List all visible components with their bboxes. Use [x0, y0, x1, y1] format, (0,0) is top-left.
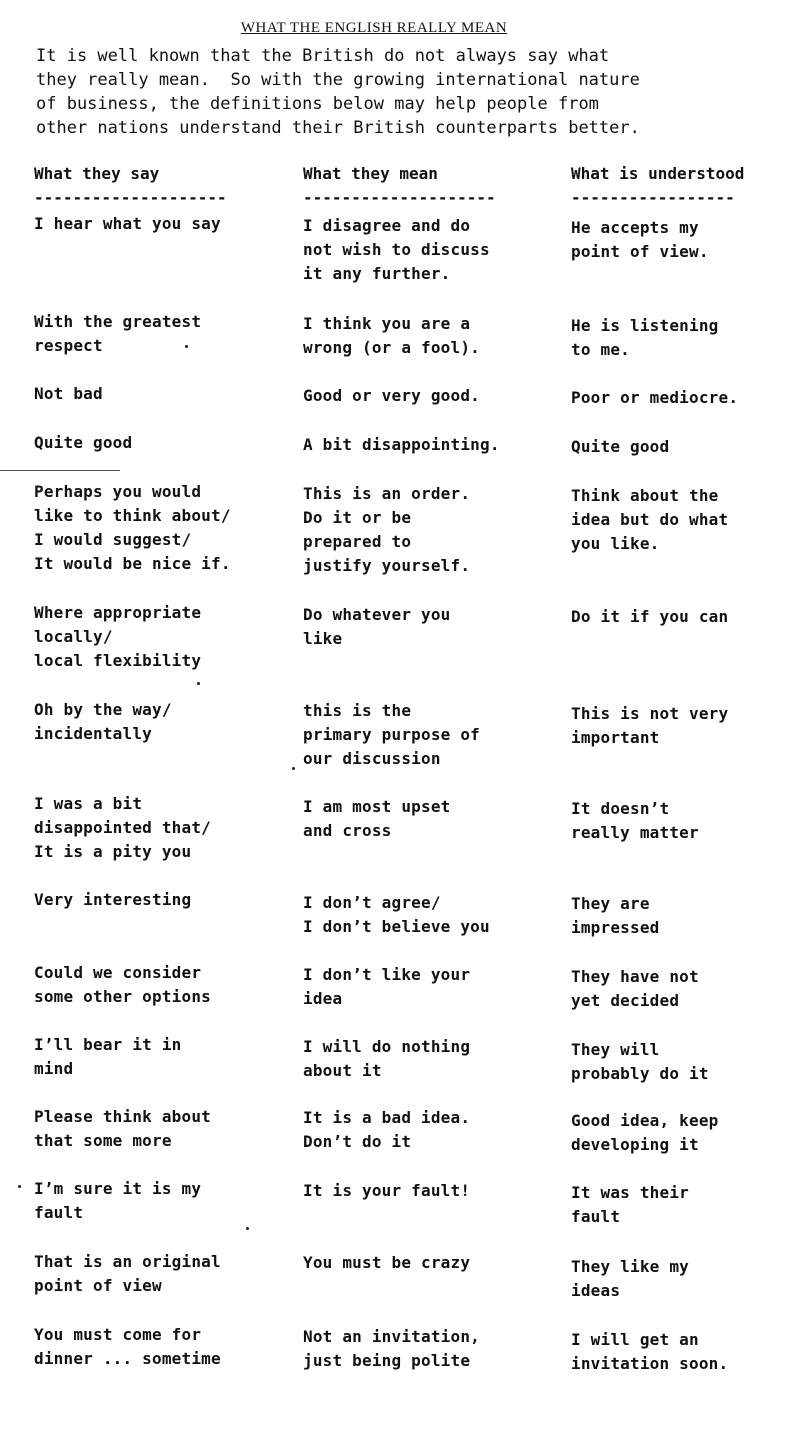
- document-title: WHAT THE ENGLISH REALLY MEAN: [240, 20, 508, 36]
- table-cell-say: Could we consider some other options: [34, 963, 211, 1006]
- table-cell-mean: Not an invitation, just being polite: [303, 1327, 480, 1370]
- table-cell-say: Where appropriate locally/ local flexibility: [34, 603, 202, 670]
- column-header-say: What they say: [34, 164, 160, 183]
- table-cell-mean: A bit disappointing.: [303, 435, 500, 454]
- table-cell-mean: You must be crazy: [303, 1253, 471, 1272]
- scan-speck: [197, 682, 200, 685]
- table-cell-understood: Good idea, keep developing it: [571, 1111, 719, 1154]
- table-cell-understood: I will get an invitation soon.: [571, 1330, 729, 1373]
- intro-paragraph: It is well known that the British do not always say what they really mean. So with the growing international nature of business, the definitions below may help people from other nations understand their British counterparts better.: [36, 46, 640, 138]
- table-cell-mean: I don’t like your idea: [303, 965, 471, 1008]
- table-cell-mean: Good or very good.: [303, 386, 480, 405]
- scan-speck: [18, 1185, 21, 1188]
- table-cell-say: Very interesting: [34, 890, 192, 909]
- table-cell-say: Quite good: [34, 433, 133, 452]
- table-cell-understood: They will probably do it: [571, 1040, 709, 1083]
- table-cell-mean: I think you are a wrong (or a fool).: [303, 314, 480, 357]
- table-cell-understood: This is not very important: [571, 704, 729, 747]
- table-cell-say: That is an original point of view: [34, 1252, 221, 1295]
- scan-speck: [185, 345, 188, 348]
- table-cell-mean: I disagree and do not wish to discuss it any further.: [303, 216, 490, 283]
- table-cell-mean: This is an order. Do it or be prepared to justify yourself.: [303, 484, 471, 575]
- table-cell-mean: I don’t agree/ I don’t believe you: [303, 893, 490, 936]
- table-cell-mean: this is the primary purpose of our discussion: [303, 701, 480, 768]
- column-header-understood: What is understood: [571, 164, 745, 183]
- table-cell-mean: I am most upset and cross: [303, 797, 451, 840]
- table-cell-say: Please think about that some more: [34, 1107, 211, 1150]
- table-cell-say: With the greatest respect: [34, 312, 202, 355]
- table-cell-say: Not bad: [34, 384, 103, 403]
- table-cell-understood: It was their fault: [571, 1183, 689, 1226]
- table-cell-understood: They like my ideas: [571, 1257, 689, 1300]
- table-cell-understood: They have not yet decided: [571, 967, 699, 1010]
- header-divider-say: --------------------: [34, 190, 227, 206]
- scan-speck: [246, 1227, 249, 1230]
- table-cell-say: Perhaps you would like to think about/ I would suggest/ It would be nice if.: [34, 482, 231, 573]
- table-cell-understood: It doesn’t really matter: [571, 799, 699, 842]
- header-divider-understood: -----------------: [571, 190, 735, 206]
- table-cell-say: Oh by the way/ incidentally: [34, 700, 172, 743]
- table-cell-say: I hear what you say: [34, 214, 221, 233]
- table-cell-understood: He accepts my point of view.: [571, 218, 709, 261]
- table-cell-understood: Poor or mediocre.: [571, 388, 739, 407]
- table-cell-understood: Think about the idea but do what you like.: [571, 486, 729, 553]
- table-cell-understood: He is listening to me.: [571, 316, 719, 359]
- page-rule-mark: [0, 470, 120, 471]
- table-cell-mean: Do whatever you like: [303, 605, 451, 648]
- table-cell-say: I was a bit disappointed that/ It is a pity you: [34, 794, 211, 861]
- table-cell-mean: It is your fault!: [303, 1181, 471, 1200]
- table-cell-understood: They are impressed: [571, 894, 660, 937]
- table-cell-say: I’ll bear it in mind: [34, 1035, 182, 1078]
- table-cell-say: You must come for dinner ... sometime: [34, 1325, 221, 1368]
- column-header-mean: What they mean: [303, 164, 438, 183]
- table-cell-mean: It is a bad idea. Don’t do it: [303, 1108, 471, 1151]
- table-cell-say: I’m sure it is my fault: [34, 1179, 202, 1222]
- header-divider-mean: --------------------: [303, 190, 496, 206]
- table-cell-mean: I will do nothing about it: [303, 1037, 471, 1080]
- scan-speck: [292, 767, 295, 770]
- table-cell-understood: Do it if you can: [571, 607, 729, 626]
- table-cell-understood: Quite good: [571, 437, 670, 456]
